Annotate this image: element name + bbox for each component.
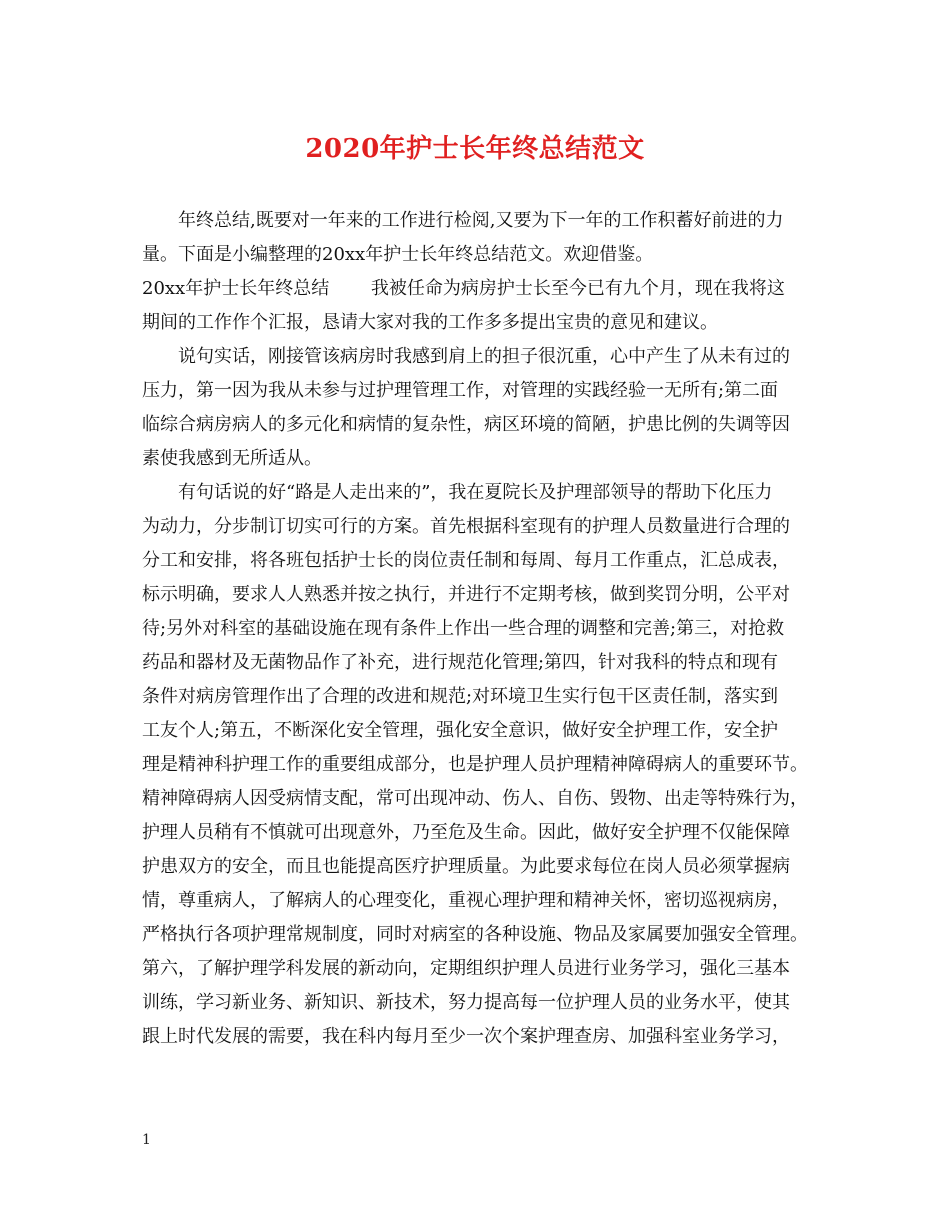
text-line: 有句话说的好“路是人走出来的”，我在夏院长及护理部领导的帮助下化压力 xyxy=(178,482,773,503)
text-line: 期间的工作作个汇报，恳请大家对我的工作多多提出宝贵的意见和建议。 xyxy=(142,312,718,333)
text-line: 20xx年护士长年终总结 我被任命为病房护士长至今已有九个月，现在我将这 xyxy=(142,278,785,299)
text-line: 为动力，分步制订切实可行的方案。首先根据科室现有的护理人员数量进行合理的 xyxy=(142,516,790,537)
text-line: 量。下面是小编整理的20xx年护士长年终总结范文。欢迎借鉴。 xyxy=(142,244,654,265)
page-title: 2020年护士长年终总结范文 xyxy=(305,134,645,164)
text-line: 标示明确，要求人人熟悉并按之执行，并进行不定期考核，做到奖罚分明，公平对 xyxy=(142,584,790,605)
text-line: 说句实话，刚接管该病房时我感到肩上的担子很沉重，心中产生了从未有过的 xyxy=(178,346,790,367)
text-line: 药品和器材及无菌物品作了补充，进行规范化管理;第四，针对我科的特点和现有 xyxy=(142,652,779,673)
body-text xyxy=(142,204,828,1054)
text-line: 压力，第一因为我从未参与过护理管理工作，对管理的实践经验一无所有;第二面 xyxy=(142,380,779,401)
text-line: 第六，了解护理学科发展的新动向，定期组织护理人员进行业务学习，强化三基本 xyxy=(142,958,790,979)
text-line: 训练，学习新业务、新知识、新技术，努力提高每一位护理人员的业务水平，使其 xyxy=(142,992,790,1013)
text-line: 素使我感到无所适从。 xyxy=(142,448,322,469)
text-line: 条件对病房管理作出了合理的改进和规范;对环境卫生实行包干区责任制，落实到 xyxy=(142,686,779,707)
text-line: 护患双方的安全，而且也能提高医疗护理质量。为此要求每位在岗人员必须掌握病 xyxy=(142,856,790,877)
text-line: 跟上时代发展的需要，我在科内每月至少一次个案护理查房、加强科室业务学习， xyxy=(142,1026,790,1047)
text-line: 待;另外对科室的基础设施在现有条件上作出一些合理的调整和完善;第三，对抢救 xyxy=(142,618,785,639)
text-line: 护理人员稍有不慎就可出现意外，乃至危及生命。因此，做好安全护理不仅能保障 xyxy=(142,822,790,843)
text-line: 情，尊重病人，了解病人的心理变化，重视心理护理和精神关怀，密切巡视病房， xyxy=(142,890,790,911)
text-line: 理是精神科护理工作的重要组成部分，也是护理人员护理精神障碍病人的重要环节。 xyxy=(142,754,808,775)
text-line: 年终总结,既要对一年来的工作进行检阅,又要为下一年的工作积蓄好前进的力 xyxy=(178,210,784,231)
text-line: 分工和安排，将各班包括护士长的岗位责任制和每周、每月工作重点，汇总成表， xyxy=(142,550,790,571)
text-line: 精神障碍病人因受病情支配，常可出现冲动、伤人、自伤、毁物、出走等特殊行为， xyxy=(142,788,808,809)
text-line: 严格执行各项护理常规制度，同时对病室的各种设施、物品及家属要加强安全管理。 xyxy=(142,924,808,945)
text-line: 临综合病房病人的多元化和病情的复杂性，病区环境的简陋，护患比例的失调等因 xyxy=(142,414,790,435)
text-line: 工友个人;第五，不断深化安全管理，强化安全意识，做好安全护理工作，安全护 xyxy=(142,720,779,741)
page-number: 1 xyxy=(142,1132,151,1148)
